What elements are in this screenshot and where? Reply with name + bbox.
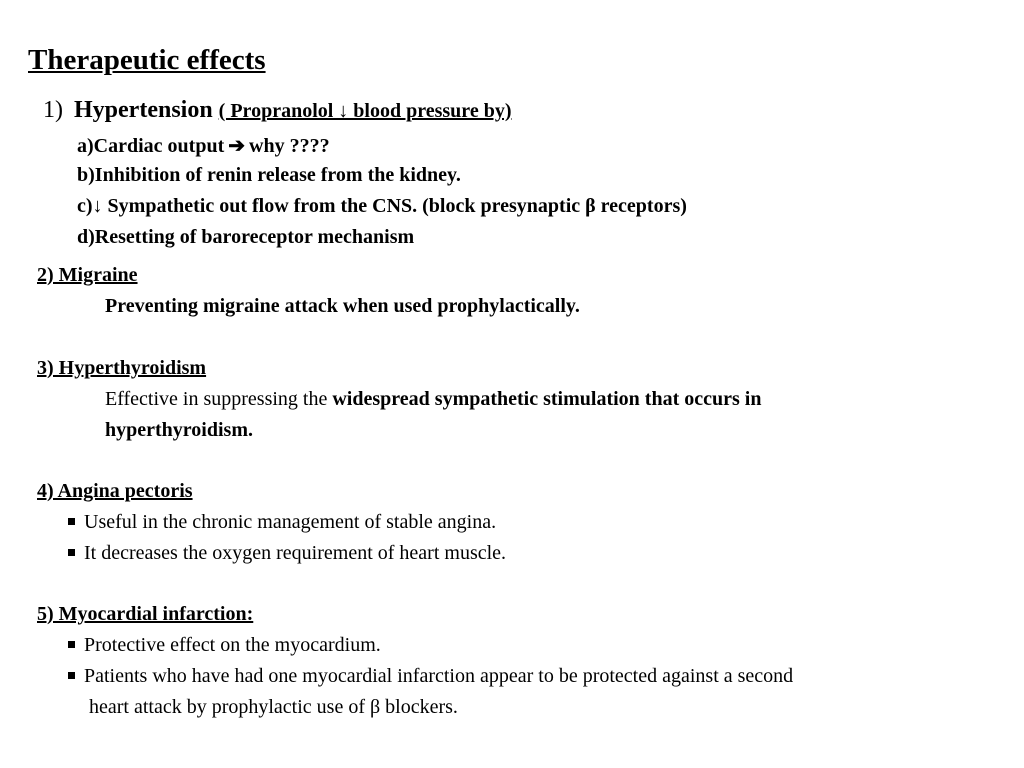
square-bullet-icon [68,672,75,679]
page-title: Therapeutic effects [28,44,266,76]
section-1-item-a [77,133,330,158]
section-1-item-b: b)Inhibition of renin release from the kidney. [77,164,461,186]
section-1-number: 1) [43,97,63,123]
section-1-subtitle: ( Propranolol ↓ blood pressure by) [218,100,512,122]
square-bullet-icon [68,641,75,648]
section-3-heading: 3) Hyperthyroidism [37,357,207,379]
bullet-text: Useful in the chronic management of stable angina. [84,511,497,533]
section-5-bullet-1 [68,634,381,657]
section-5-bullet-2-continued: heart attack by prophylactic use of β blockers. [89,696,458,718]
section-1-item-c: c)↓ Sympathetic out flow from the CNS. (block presynaptic β receptors) [77,195,687,217]
section-1-item-d: d)Resetting of baroreceptor mechanism [77,226,415,248]
section-2-text: Preventing migraine attack when used prophylactically. [105,295,580,317]
section-2-heading: 2) Migraine [37,264,138,286]
section-3-text-continued: hyperthyroidism. [105,419,253,441]
bullet-text: Patients who have had one myocardial infarction appear to be protected against a second [84,665,794,687]
bullet-text: Protective effect on the myocardium. [84,634,381,656]
section-4-bullet-1 [68,511,496,534]
section-5-bullet-2 [68,665,793,688]
section-1-title: Hypertension [74,97,213,123]
section-4-heading: 4) Angina pectoris [37,480,193,502]
item-a-question: why ???? [249,135,330,157]
square-bullet-icon [68,518,75,525]
item-a-text: a)Cardiac output [77,135,225,157]
square-bullet-icon [68,549,75,556]
section-3-text-normal: Effective in suppressing the [105,388,333,410]
section-1-heading [74,97,511,124]
section-4-bullet-2 [68,542,506,565]
section-3-text-bold: widespread sympathetic stimulation that occurs in [332,388,762,410]
section-5-heading: 5) Myocardial infarction: [37,603,254,625]
section-3-text [105,388,761,411]
bullet-text: It decreases the oxygen requirement of heart muscle. [84,542,507,564]
arrow-right-icon: ➔ [228,135,245,157]
